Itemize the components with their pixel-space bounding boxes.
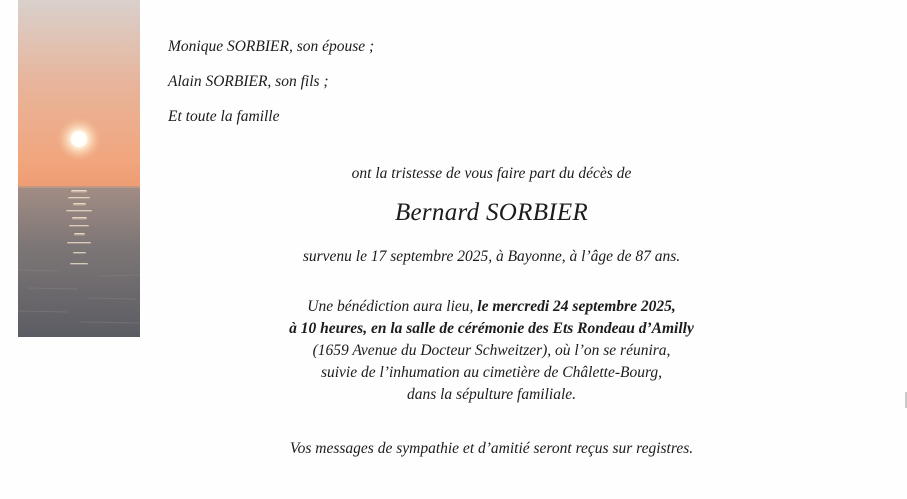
family-line-son: Alain SORBIER, son fils ;: [168, 73, 329, 90]
death-details: survenu le 17 septembre 2025, à Bayonne, à l’âge de 87 ans.: [302, 248, 681, 265]
burial-detail: dans la sépulture familiale.: [406, 386, 577, 403]
ceremony-intro: Une bénédiction aura lieu,: [307, 298, 478, 315]
deceased-name: Bernard SORBIER: [394, 199, 589, 226]
family-line-spouse: Monique SORBIER, son épouse ;: [168, 38, 375, 55]
messages-note: Vos messages de sympathie et d’amitié seront reçus sur registres.: [289, 440, 694, 457]
ceremony-address: (1659 Avenue du Docteur Schweitzer), où l’on se réunira,: [312, 342, 671, 359]
announcement-text: ont la tristesse de vous faire part du décès de: [351, 165, 632, 182]
burial-location: suivie de l’inhumation au cimetière de Châlette-Bourg,: [320, 364, 663, 381]
ceremony-line-1: [0, 298, 907, 316]
ceremony-time-place: à 10 heures, en la salle de cérémonie des Ets Rondeau d’Amilly: [289, 320, 694, 337]
family-line-all: Et toute la famille: [168, 108, 280, 125]
ceremony-date: le mercredi 24 septembre 2025,: [477, 298, 676, 315]
